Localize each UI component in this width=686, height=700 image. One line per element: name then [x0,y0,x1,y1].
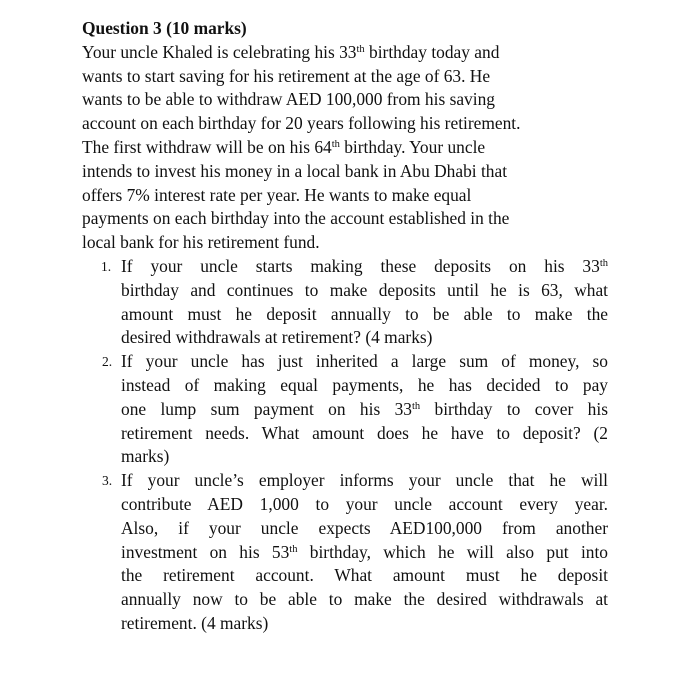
sub-question-line: retirement. (4 marks) [121,612,269,633]
sub-question-line: Also, if your uncle expects AED100,000 from another [121,517,608,538]
sub-question-number: 3. [102,473,113,489]
sub-question-2 [82,350,608,469]
sub-question-line: retirement needs. What amount does he have to deposit? (2 [121,422,608,443]
intro-line: Your uncle Khaled is celebrating his 33th birthday today and [82,41,500,62]
question-title: Question 3 (10 marks) [82,18,247,38]
sub-question-line: If your uncle starts making these deposits on his 33th [121,255,608,276]
intro-line: payments on each birthday into the account established in the [82,208,510,229]
sub-question-number: 1. [101,258,112,274]
sub-question-1 [82,255,608,350]
sub-question-line: one lump sum payment on his 33th birthday to cover his [121,398,608,419]
sub-question-line: desired withdrawals at retirement? (4 marks) [121,327,433,348]
sub-question-line: contribute AED 1,000 to your uncle account every year. [121,493,608,514]
question-document [82,17,608,636]
sub-question-number: 2. [102,354,113,370]
sub-question-line: If your uncle has just inherited a large sum of money, so [121,351,608,372]
sub-question-3 [82,469,608,636]
intro-line: wants to be able to withdraw AED 100,000 from his saving [82,89,495,110]
intro-line: intends to invest his money in a local bank in Abu Dhabi that [82,160,508,181]
sub-question-line: instead of making equal payments, he has decided to pay [121,374,608,395]
sub-question-list [82,255,608,636]
sub-question-line: annually now to be able to make the desired withdrawals at [121,589,608,610]
intro-line: The first withdraw will be on his 64th birthday. Your uncle [82,136,486,157]
question-intro [82,41,608,255]
sub-question-line: birthday and continues to make deposits until he is 63, what [121,279,608,300]
sub-question-line: the retirement account. What amount must he deposit [121,565,608,586]
intro-line: local bank for his retirement fund. [82,232,320,253]
intro-line: offers 7% interest rate per year. He wants to make equal [82,184,472,205]
intro-line: account on each birthday for 20 years following his retirement. [82,113,521,134]
intro-line: wants to start saving for his retirement at the age of 63. He [82,65,491,86]
sub-question-line: amount must he deposit annually to be able to make the [121,303,608,324]
sub-question-line: marks) [121,446,170,467]
sub-question-line: If your uncle’s employer informs your uncle that he will [121,470,608,491]
sub-question-line: investment on his 53th birthday, which he will also put into [121,541,608,562]
